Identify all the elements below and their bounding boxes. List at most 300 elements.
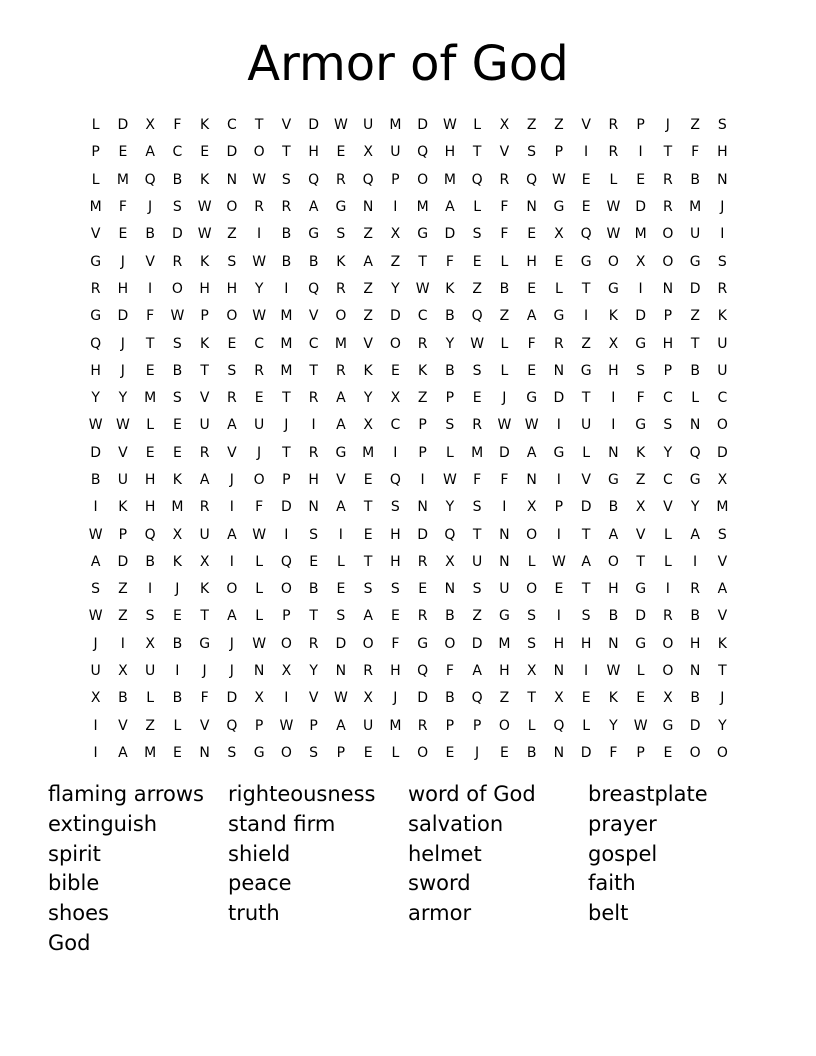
grid-letter: V xyxy=(363,335,373,352)
grid-letter: Q xyxy=(471,171,483,188)
grid-letter: Z xyxy=(554,117,564,134)
grid-letter: L xyxy=(609,171,618,188)
grid-letter: N xyxy=(335,663,347,680)
grid-letter: E xyxy=(363,744,373,761)
grid-letter: D xyxy=(635,308,647,325)
grid-letter: E xyxy=(309,553,319,570)
grid-letter: J xyxy=(284,417,289,434)
grid-letter: I xyxy=(611,390,616,407)
grid-letter: Z xyxy=(363,308,373,325)
grid-letter: X xyxy=(363,417,373,434)
grid-letter: K xyxy=(200,581,210,598)
grid-letter: E xyxy=(200,144,210,161)
grid-letter: V xyxy=(199,390,210,407)
grid-letter: F xyxy=(636,390,645,407)
grid-letter: B xyxy=(145,553,155,570)
grid-letter: X xyxy=(635,499,646,516)
grid-letter: K xyxy=(717,308,727,325)
grid-letter: U xyxy=(254,417,265,434)
grid-letter: X xyxy=(90,690,101,707)
grid-letter: L xyxy=(146,417,155,434)
grid-letter: P xyxy=(663,362,673,379)
grid-letter: X xyxy=(363,690,373,707)
grid-letter: L xyxy=(91,171,100,188)
grid-letter: R xyxy=(363,663,373,680)
grid-letter: F xyxy=(200,690,209,707)
grid-letter: H xyxy=(308,472,319,488)
grid-letter: F xyxy=(445,253,454,270)
word-list-item: righteousness xyxy=(228,782,376,806)
grid-letter: D xyxy=(117,553,129,570)
grid-letter: M xyxy=(498,635,511,652)
grid-letter: Q xyxy=(144,171,156,188)
grid-letter: Z xyxy=(417,390,428,407)
grid-letter: N xyxy=(417,499,428,516)
grid-letter: U xyxy=(363,117,374,134)
grid-letter: X xyxy=(663,690,673,707)
word-list-item: bible xyxy=(48,871,100,896)
grid-letter: N xyxy=(717,171,728,188)
grid-letter: E xyxy=(581,690,591,707)
grid-letter: R xyxy=(336,171,346,188)
grid-letter: E xyxy=(172,444,182,461)
grid-letter: D xyxy=(117,308,129,325)
grid-letter: O xyxy=(280,744,292,761)
grid-letter: Q xyxy=(526,171,538,188)
grid-letter: N xyxy=(308,499,319,516)
grid-letter: I xyxy=(148,581,153,598)
grid-letter: W xyxy=(252,526,267,543)
grid-letter: S xyxy=(581,608,591,625)
grid-letter: W xyxy=(442,117,457,134)
grid-letter: Q xyxy=(144,526,156,543)
grid-letter: E xyxy=(254,390,264,407)
grid-letter: N xyxy=(553,663,565,680)
grid-letter: Y xyxy=(91,390,100,407)
grid-letter: A xyxy=(227,417,237,434)
grid-letter: D xyxy=(471,635,483,652)
grid-row xyxy=(82,221,736,248)
grid-letter: O xyxy=(662,253,674,270)
grid-letter: H xyxy=(390,553,401,570)
grid-letter: T xyxy=(418,253,427,270)
grid-letter: S xyxy=(227,253,237,270)
grid-letter: V xyxy=(308,308,319,325)
grid-letter: Z xyxy=(690,308,700,325)
grid-letter: H xyxy=(608,581,619,598)
word-list xyxy=(48,779,768,958)
grid-letter: J xyxy=(229,472,234,488)
grid-letter: S xyxy=(390,581,400,598)
grid-letter: H xyxy=(553,635,565,652)
grid-row xyxy=(82,685,736,712)
grid-letter: B xyxy=(690,690,700,707)
grid-letter: X xyxy=(554,226,564,243)
grid-letter: P xyxy=(282,472,291,488)
grid-row xyxy=(82,603,736,630)
grid-letter: B xyxy=(172,690,183,707)
grid-letter: H xyxy=(390,526,401,543)
grid-letter: M xyxy=(116,171,129,188)
grid-letter: L xyxy=(500,335,509,352)
grid-letter: D xyxy=(417,690,429,707)
grid-letter: O xyxy=(662,635,674,652)
grid-letter: L xyxy=(336,553,345,570)
grid-letter: R xyxy=(336,362,346,379)
grid-letter: H xyxy=(526,253,537,270)
grid-row xyxy=(82,358,736,385)
grid-letter: T xyxy=(309,362,318,379)
grid-letter: N xyxy=(444,581,456,598)
grid-letter: W xyxy=(115,417,130,434)
grid-letter: O xyxy=(389,335,401,352)
grid-letter: W xyxy=(606,663,621,680)
grid-letter: V xyxy=(281,117,292,134)
grid-letter: E xyxy=(527,226,537,243)
grid-letter: K xyxy=(200,335,210,352)
grid-letter: O xyxy=(716,744,728,761)
grid-letter: F xyxy=(473,472,482,488)
grid-letter: W xyxy=(170,308,185,325)
grid-letter: D xyxy=(689,717,701,734)
grid-letter: X xyxy=(390,226,401,243)
grid-letter: A xyxy=(118,744,128,761)
word-list-item: word of God xyxy=(408,782,536,806)
grid-letter: N xyxy=(199,744,210,761)
grid-letter: Q xyxy=(226,717,238,734)
grid-row xyxy=(82,276,736,303)
grid-letter: U xyxy=(199,417,210,434)
grid-letter: Z xyxy=(390,253,401,270)
grid-letter: Y xyxy=(445,335,455,352)
grid-letter: F xyxy=(118,199,127,216)
grid-letter: M xyxy=(171,499,184,516)
grid-letter: W xyxy=(551,171,566,188)
grid-letter: S xyxy=(145,608,155,625)
grid-letter: G xyxy=(580,253,592,270)
word-list-item: spirit xyxy=(48,841,101,866)
grid-letter: Z xyxy=(526,117,537,134)
grid-letter: O xyxy=(226,308,238,325)
grid-letter: D xyxy=(117,117,129,134)
grid-letter: I xyxy=(556,472,561,488)
grid-letter: W xyxy=(197,199,212,216)
grid-letter: A xyxy=(526,308,537,325)
grid-letter: V xyxy=(308,690,319,707)
grid-letter: U xyxy=(199,526,210,543)
grid-letter: O xyxy=(526,526,538,543)
grid-letter: S xyxy=(363,581,373,598)
grid-letter: A xyxy=(363,253,373,270)
grid-letter: Z xyxy=(472,608,482,625)
grid-letter: Q xyxy=(689,444,701,461)
grid-letter: G xyxy=(553,444,565,461)
grid-row xyxy=(82,139,736,166)
grid-letter: C xyxy=(308,335,319,352)
grid-letter: Y xyxy=(118,390,128,407)
grid-letter: N xyxy=(226,171,238,188)
grid-letter: E xyxy=(390,608,400,625)
grid-letter: V xyxy=(90,226,101,243)
grid-letter: B xyxy=(690,608,700,625)
grid-letter: P xyxy=(636,117,645,134)
grid-letter: S xyxy=(172,199,182,216)
grid-letter: Y xyxy=(690,499,700,516)
grid-letter: M xyxy=(280,362,293,379)
grid-letter: B xyxy=(145,226,155,243)
grid-letter: P xyxy=(663,308,673,325)
grid-letter: V xyxy=(635,526,646,543)
grid-letter: L xyxy=(255,581,264,598)
grid-row xyxy=(82,303,736,330)
grid-letter: T xyxy=(636,553,645,570)
grid-letter: I xyxy=(257,226,262,243)
grid-letter: W xyxy=(497,417,512,434)
grid-letter: T xyxy=(363,553,373,570)
grid-row xyxy=(82,576,736,603)
word-list-item: flaming arrows xyxy=(48,782,204,806)
grid-letter: D xyxy=(498,444,510,461)
grid-letter: I xyxy=(556,417,561,434)
grid-letter: T xyxy=(581,390,591,407)
grid-letter: Q xyxy=(471,690,483,707)
grid-letter: P xyxy=(445,717,455,734)
grid-letter: B xyxy=(172,171,183,188)
grid-letter: F xyxy=(609,744,618,761)
grid-letter: O xyxy=(662,663,674,680)
grid-letter: O xyxy=(526,581,538,598)
grid-letter: X xyxy=(608,335,619,352)
grid-letter: L xyxy=(255,553,264,570)
grid-letter: N xyxy=(499,553,510,570)
grid-letter: P xyxy=(554,499,564,516)
grid-letter: G xyxy=(635,335,647,352)
grid-row xyxy=(82,740,736,767)
grid-letter: A xyxy=(145,144,155,161)
grid-letter: R xyxy=(227,390,237,407)
grid-letter: N xyxy=(526,472,537,488)
grid-letter: P xyxy=(554,144,564,161)
grid-letter: K xyxy=(608,308,618,325)
grid-letter: Z xyxy=(118,608,128,625)
grid-letter: O xyxy=(226,199,238,216)
grid-letter: A xyxy=(90,553,101,570)
grid-letter: T xyxy=(472,144,482,161)
grid-letter: N xyxy=(553,362,565,379)
grid-letter: I xyxy=(229,553,234,570)
word-list-item: belt xyxy=(588,901,629,926)
grid-letter: I xyxy=(556,526,561,543)
grid-letter: I xyxy=(638,144,643,161)
grid-letter: J xyxy=(257,444,262,461)
grid-row xyxy=(82,248,736,275)
grid-letter: O xyxy=(444,635,456,652)
grid-letter: W xyxy=(252,171,267,188)
grid-letter: I xyxy=(93,499,98,516)
grid-letter: V xyxy=(227,444,237,461)
grid-letter: T xyxy=(282,144,291,161)
grid-letter: W xyxy=(252,253,267,270)
grid-letter: R xyxy=(308,444,319,461)
grid-letter: P xyxy=(391,171,400,188)
grid-row xyxy=(82,521,736,548)
grid-letter: L xyxy=(91,117,100,134)
grid-letter: G xyxy=(689,472,701,488)
grid-letter: Q xyxy=(308,280,320,297)
grid-letter: R xyxy=(608,144,619,161)
grid-letter: L xyxy=(445,444,454,461)
grid-letter: D xyxy=(226,690,238,707)
grid-letter: T xyxy=(145,335,155,352)
letter-grid xyxy=(82,112,736,767)
grid-letter: T xyxy=(254,117,264,134)
grid-letter: S xyxy=(227,362,237,379)
grid-letter: F xyxy=(445,663,454,680)
grid-letter: H xyxy=(144,472,156,488)
grid-letter: E xyxy=(472,253,482,270)
grid-letter: C xyxy=(662,390,673,407)
grid-letter: D xyxy=(635,608,647,625)
grid-letter: S xyxy=(281,171,291,188)
grid-letter: B xyxy=(445,308,455,325)
grid-letter: Z xyxy=(581,335,591,352)
grid-letter: B xyxy=(608,499,619,516)
grid-letter: I xyxy=(420,472,425,488)
grid-letter: W xyxy=(197,226,212,243)
grid-letter: T xyxy=(200,608,209,625)
grid-letter: D xyxy=(90,444,102,461)
grid-letter: N xyxy=(662,280,674,297)
grid-letter: L xyxy=(554,280,563,297)
grid-letter: E xyxy=(363,472,373,488)
grid-letter: V xyxy=(581,117,591,134)
grid-letter: G xyxy=(607,280,619,297)
grid-letter: W xyxy=(252,635,267,652)
grid-letter: A xyxy=(445,199,455,216)
grid-letter: O xyxy=(362,635,374,652)
grid-letter: I xyxy=(93,744,98,761)
grid-letter: R xyxy=(663,199,673,216)
grid-letter: G xyxy=(417,226,429,243)
grid-letter: A xyxy=(717,581,728,598)
grid-letter: T xyxy=(527,690,536,707)
grid-letter: G xyxy=(199,635,211,652)
grid-letter: Y xyxy=(391,280,400,297)
word-list-item: shield xyxy=(228,841,291,866)
grid-letter: G xyxy=(607,472,619,488)
grid-letter: R xyxy=(417,553,428,570)
grid-letter: S xyxy=(445,417,455,434)
grid-letter: S xyxy=(527,144,537,161)
grid-letter: H xyxy=(90,362,101,379)
grid-letter: T xyxy=(690,335,700,352)
grid-letter: R xyxy=(254,199,264,216)
grid-letter: F xyxy=(391,635,400,652)
grid-row xyxy=(82,713,736,740)
grid-letter: E xyxy=(663,744,673,761)
grid-letter: M xyxy=(389,117,402,134)
grid-letter: W xyxy=(333,690,348,707)
grid-row xyxy=(82,440,736,467)
grid-row xyxy=(82,467,736,494)
grid-letter: W xyxy=(606,226,621,243)
grid-letter: K xyxy=(636,444,646,461)
grid-letter: U xyxy=(717,335,728,352)
grid-letter: R xyxy=(172,253,183,270)
grid-letter: A xyxy=(608,526,619,543)
grid-letter: M xyxy=(443,171,456,188)
grid-letter: U xyxy=(363,717,374,734)
grid-letter: W xyxy=(252,308,267,325)
grid-letter: O xyxy=(226,581,238,598)
grid-letter: O xyxy=(417,744,429,761)
grid-letter: C xyxy=(254,335,265,352)
grid-letter: J xyxy=(720,690,725,707)
grid-letter: G xyxy=(308,226,320,243)
grid-letter: D xyxy=(389,308,401,325)
grid-letter: E xyxy=(363,526,373,543)
grid-letter: Z xyxy=(499,690,510,707)
grid-letter: Y xyxy=(309,663,318,680)
grid-letter: M xyxy=(362,444,375,461)
grid-letter: B xyxy=(499,280,510,297)
grid-letter: I xyxy=(611,417,616,434)
grid-letter: C xyxy=(417,308,428,325)
grid-letter: E xyxy=(227,335,237,352)
grid-letter: L xyxy=(636,663,645,680)
grid-letter: X xyxy=(499,117,510,134)
grid-letter: E xyxy=(172,608,182,625)
grid-letter: D xyxy=(308,117,320,134)
grid-letter: E xyxy=(581,171,591,188)
grid-letter: J xyxy=(475,744,480,761)
grid-letter: R xyxy=(336,280,346,297)
grid-letter: P xyxy=(636,744,645,761)
grid-letter: O xyxy=(498,717,510,734)
grid-letter: L xyxy=(473,117,482,134)
grid-letter: V xyxy=(118,717,128,734)
grid-letter: H xyxy=(662,335,674,352)
grid-letter: V xyxy=(717,608,728,625)
grid-letter: E xyxy=(418,581,428,598)
grid-letter: Q xyxy=(308,171,320,188)
grid-letter: H xyxy=(499,663,510,680)
grid-letter: S xyxy=(472,362,482,379)
grid-letter: D xyxy=(580,744,592,761)
word-list-item: stand firm xyxy=(228,811,336,836)
word-list-item: armor xyxy=(408,901,472,926)
grid-letter: Q xyxy=(280,553,292,570)
grid-row xyxy=(82,112,736,139)
grid-letter: G xyxy=(90,308,102,325)
grid-letter: S xyxy=(472,499,482,516)
word-list-item: God xyxy=(48,930,91,955)
grid-letter: F xyxy=(255,499,264,516)
grid-letter: W xyxy=(470,335,485,352)
grid-letter: B xyxy=(445,690,455,707)
grid-letter: A xyxy=(336,717,346,734)
grid-letter: R xyxy=(690,581,700,598)
grid-letter: W xyxy=(88,526,103,543)
grid-letter: S xyxy=(172,390,182,407)
grid-letter: O xyxy=(280,581,292,598)
grid-letter: R xyxy=(663,171,673,188)
grid-letter: E xyxy=(336,581,346,598)
grid-letter: E xyxy=(336,144,346,161)
grid-letter: Y xyxy=(254,280,264,297)
grid-letter: Y xyxy=(363,390,373,407)
grid-letter: U xyxy=(117,472,128,488)
